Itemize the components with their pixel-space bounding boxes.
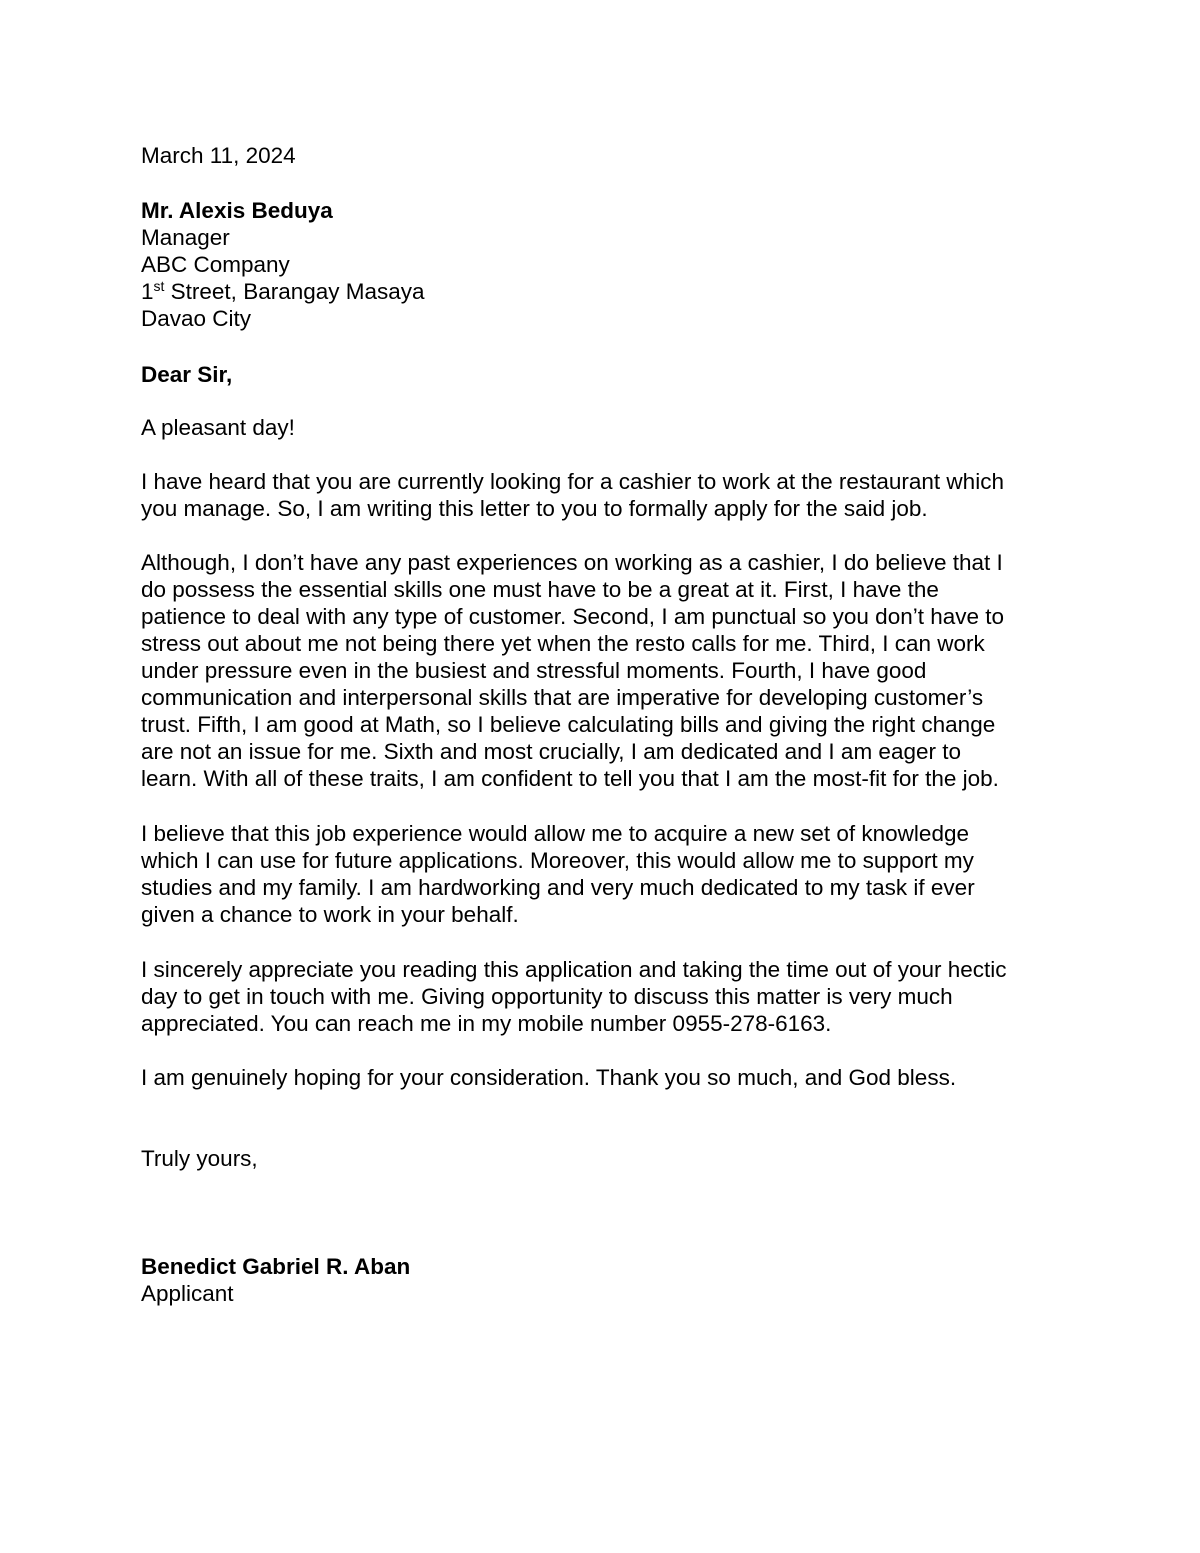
closing bbox=[141, 1145, 1061, 1172]
letter-date bbox=[141, 142, 1061, 169]
signatory-role: Applicant bbox=[141, 1281, 234, 1306]
paragraph-text bbox=[141, 549, 1061, 792]
recipient-city: Davao City bbox=[141, 306, 252, 331]
paragraph-text bbox=[141, 956, 1061, 1037]
body-paragraph-2 bbox=[141, 549, 1061, 792]
closing-text: Truly yours, bbox=[141, 1146, 258, 1171]
paragraph-line: trust. Fifth, I am good at Math, so I believe calculating bills and giving the right change bbox=[141, 712, 996, 737]
paragraph-line: I sincerely appreciate you reading this application and taking the time out of your hectic bbox=[141, 957, 1007, 982]
paragraph-line: given a chance to work in your behalf. bbox=[141, 902, 519, 927]
date-text: March 11, 2024 bbox=[141, 143, 296, 168]
paragraph-line: I am genuinely hoping for your consideration. Thank you so much, and God bless. bbox=[141, 1065, 957, 1090]
recipient-company: ABC Company bbox=[141, 252, 290, 277]
street-name: Street, Barangay Masaya bbox=[164, 279, 425, 304]
paragraph-line: appreciated. You can reach me in my mobile number 0955-278-6163. bbox=[141, 1011, 832, 1036]
greeting bbox=[141, 414, 1061, 441]
salutation bbox=[141, 361, 1061, 388]
signature-block bbox=[141, 1253, 1061, 1307]
paragraph-line: stress out about me not being there yet when the resto calls for me. Third, I can work bbox=[141, 631, 985, 656]
street-number: 1 bbox=[141, 279, 154, 304]
paragraph-line: communication and interpersonal skills that are imperative for developing customer’s bbox=[141, 685, 984, 710]
paragraph-line: learn. With all of these traits, I am confident to tell you that I am the most-fit for the job. bbox=[141, 766, 999, 791]
signatory-name: Benedict Gabriel R. Aban bbox=[141, 1254, 411, 1279]
body-paragraph-4 bbox=[141, 956, 1061, 1037]
paragraph-line: do possess the essential skills one must have to be a great at it. First, I have the bbox=[141, 577, 939, 602]
paragraph-text bbox=[141, 1064, 1061, 1091]
greeting-text: A pleasant day! bbox=[141, 415, 295, 440]
paragraph-text bbox=[141, 820, 1061, 928]
paragraph-line: under pressure even in the busiest and stressful moments. Fourth, I have good bbox=[141, 658, 927, 683]
paragraph-line: I have heard that you are currently looking for a cashier to work at the restaurant which bbox=[141, 469, 1004, 494]
paragraph-line: patience to deal with any type of customer. Second, I am punctual so you don’t have to bbox=[141, 604, 1005, 629]
recipient-title: Manager bbox=[141, 225, 230, 250]
recipient-address-block bbox=[141, 197, 1061, 332]
body-paragraph-1 bbox=[141, 468, 1061, 522]
paragraph-line: you manage. So, I am writing this letter to you to formally apply for the said job. bbox=[141, 496, 928, 521]
body-paragraph-3 bbox=[141, 820, 1061, 928]
street-ordinal-suffix: st bbox=[153, 278, 165, 294]
recipient-name: Mr. Alexis Beduya bbox=[141, 198, 333, 223]
paragraph-line: Although, I don’t have any past experiences on working as a cashier, I do believe that I bbox=[141, 550, 1003, 575]
paragraph-line: are not an issue for me. Sixth and most crucially, I am dedicated and I am eager to bbox=[141, 739, 961, 764]
paragraph-line: which I can use for future applications. Moreover, this would allow me to support my bbox=[141, 848, 974, 873]
paragraph-line: day to get in touch with me. Giving opportunity to discuss this matter is very much bbox=[141, 984, 953, 1009]
salutation-text: Dear Sir, bbox=[141, 362, 233, 387]
paragraph-line: studies and my family. I am hardworking and very much dedicated to my task if ever bbox=[141, 875, 975, 900]
paragraph-line: I believe that this job experience would allow me to acquire a new set of knowledge bbox=[141, 821, 969, 846]
recipient-street bbox=[141, 278, 1061, 305]
body-paragraph-5 bbox=[141, 1064, 1061, 1091]
paragraph-text bbox=[141, 468, 1061, 522]
